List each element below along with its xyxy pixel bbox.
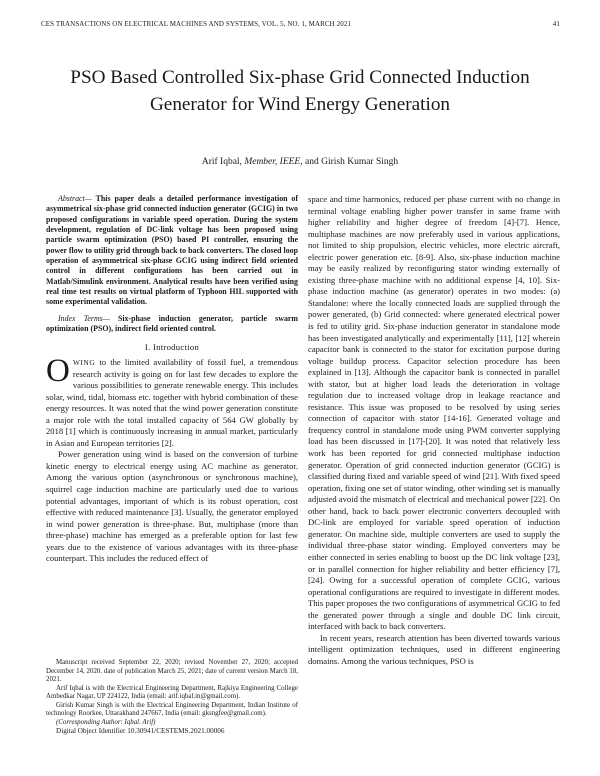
author-name-2: , and Girish Kumar Singh [300,157,399,167]
left-column [46,194,298,565]
intro-paragraph-1 [46,353,298,449]
abstract [46,194,298,308]
footnote-corresponding: (Corresponding Author: Iqbal. Arif) [56,718,156,726]
first-word-smallcaps: WING [72,358,96,368]
footnote-doi: Digital Object Identifier 10.30941/CESTEMS.2021.00006 [56,727,225,736]
abstract-label: Abstract [58,194,85,203]
intro-paragraph-3: space and time harmonics, reduced per phase current with no change in terminal voltage enabling higher power transfer in same frame with higher reliability and higher degree of freedom [4]-[7]. Hence, multiphase machines are now preferably used in various applications, not limited to ship propulsion, electric vehicles, more electric aircraft, electric power generation etc. [8-9]. Also, six-phase induction machine may be easily realized by reconfiguring stator winding externally of existing three-phase machine with no additional expense [4, 10]. Six-phase induction machine (as generator) operates in two modes: (a) Standalone: where the locally connected loads are supplied through the power generated, (b) Grid connected: where generated electrical power is fed to utility grid. Six-phase induction generator in standalone mode has been investigated analytically and experimentally [11], [12] wherein capacitor bank is connected to the stator for excitation purpose during voltage buildup process. Capacitor selection procedure has been explained in [13]. Although the capacitor bank is connected in parallel with stator, but at higher load leads the deterioration in voltage regulation due to increased voltage drop in leakage reactance and resistance. This issue was proposed to be resolved by using series connection of capacitor with stator [14-16]. Generated voltage and frequency control in standalone mode using PWM converter supplying load has been discussed in [17]-[20]. It was noted that relatively less work has been reported for grid connected multiphase induction generator. Operation of grid connected induction generator (GCIG) is classified during fixed and variable speed of wind [21]. With fixed speed operation, fixing one set of stator winding, other winding set is manually adjusted avoid the mismatch of electrical and mechanical power [22]. On other hand, back to back power electronic converters decoupled with DC-link are employed for variable speed operation of induction generator. On machine side, multiple converters are used to supply the individual three-phase stator winding. Employed converters may be either connected in series enabling to boost up the DC link voltage [23], or in parallel connection for higher reliability and better efficiency [7], [24]. Owing for a successful operation of complete GCIG, various operational configurations are required to investigate in different modes. This paper proposes the two configurations of asymmetrical GCIG to fed the generated power through a single and double DC link circuit, interfaced with back to back converters. [308,194,560,632]
author-line [60,157,540,167]
footnote-author-2: Girish Kumar Singh is with the Electrical Engineering Department, Indian Institute of technology Roorkee, Uttarakhand 247667, India (email: gksngfee@gmail.com). [46,701,298,718]
footnote-author-1: Arif Iqbal is with the Electrical Engineering Department, Rajkiya Engineering College Ambedkar Nagar, UP 224122, India (email: arif.iqbal.in@gmail.com). [46,684,298,701]
page-number: 41 [552,20,560,28]
intro-paragraph-1-text: to the limited availability of fossil fuel, a tremendous research activity is going on for last few decades to explore the various possibilities to generate renewable energy. This includes solar, wind, tidal, biomass etc. together with hybrid combination of these energy resources. It was noted that the wind power generation constitute a major role with the total installed capacity of 564 GW globally by 2018 [1] which is continuously increasing in annual market, particularly in Asian and European territories [2]. [46,357,298,448]
intro-paragraph-4: In recent years, research attention has been diverted towards various intelligent optimization techniques, used in different engineering domains. Among the various techniques, PSO is [308,632,560,666]
footnotes [46,659,298,736]
footnote-manuscript: Manuscript received September 22, 2020; revised November 27, 2020; accepted December 14, 2020. date of publication March 25, 2021; date of current version March 18, 2021. [46,659,298,684]
right-column [308,194,560,667]
journal-name: CES TRANSACTIONS ON ELECTRICAL MACHINES AND SYSTEMS, VOL. 5, NO. 1, MARCH 2021 [41,20,352,28]
abstract-text: This paper deals a detailed performance investigation of asymmetrical six-phase grid connected induction generator (GCIG) in two proposed configurations in variable speed operation. During the system development, regulation of DC-link voltage has been proposed using particle swarm optimization (PSO) based PI controller, ensuring the power flow to utility grid through back to back converters. The closed loop operation of asymmetrical six-phase GCIG using indirect field oriented control in different configurations has been carried out in Matlab/Simulink environment. Analytical results have been verified using real time test results on virtual platform of Typhoon HIL supported with some experimental validation. [46,194,298,307]
author-membership: Member, IEEE [244,157,301,167]
drop-cap: O [46,353,70,390]
author-name-1: Arif Iqbal, [201,157,245,167]
index-terms [46,314,298,335]
index-terms-label: Index Terms [58,313,103,323]
section-heading-introduction: I. Introduction [144,342,200,353]
running-header [41,20,560,32]
intro-paragraph-2: Power generation using wind is based on the conversion of turbine kinetic energy to electrical energy using AC machine as generator. Among the various option (asynchronous or synchronous machine), squirrel cage induction machine are particularly used due to various potential advantages, important of which is its robust operation, cost effective with reduced maintenance [3]. Usually, the generator employed in wind power generation is three-phase. But, multiphase (more than three-phase) machine has emerged as a preferable option for last few years due to the existence of various advantages with its three-phase counterpart. This includes the reduced effect of [46,449,298,564]
index-terms-text: Six-phase induction generator, particle swarm optimization (PSO), indirect field oriented control. [46,313,298,334]
index-terms-dash: — [102,313,118,323]
paper-title: PSO Based Controlled Six-phase Grid Connected Induction Generator for Wind Energy Generation [70,67,530,115]
abstract-dash: — [84,194,96,203]
